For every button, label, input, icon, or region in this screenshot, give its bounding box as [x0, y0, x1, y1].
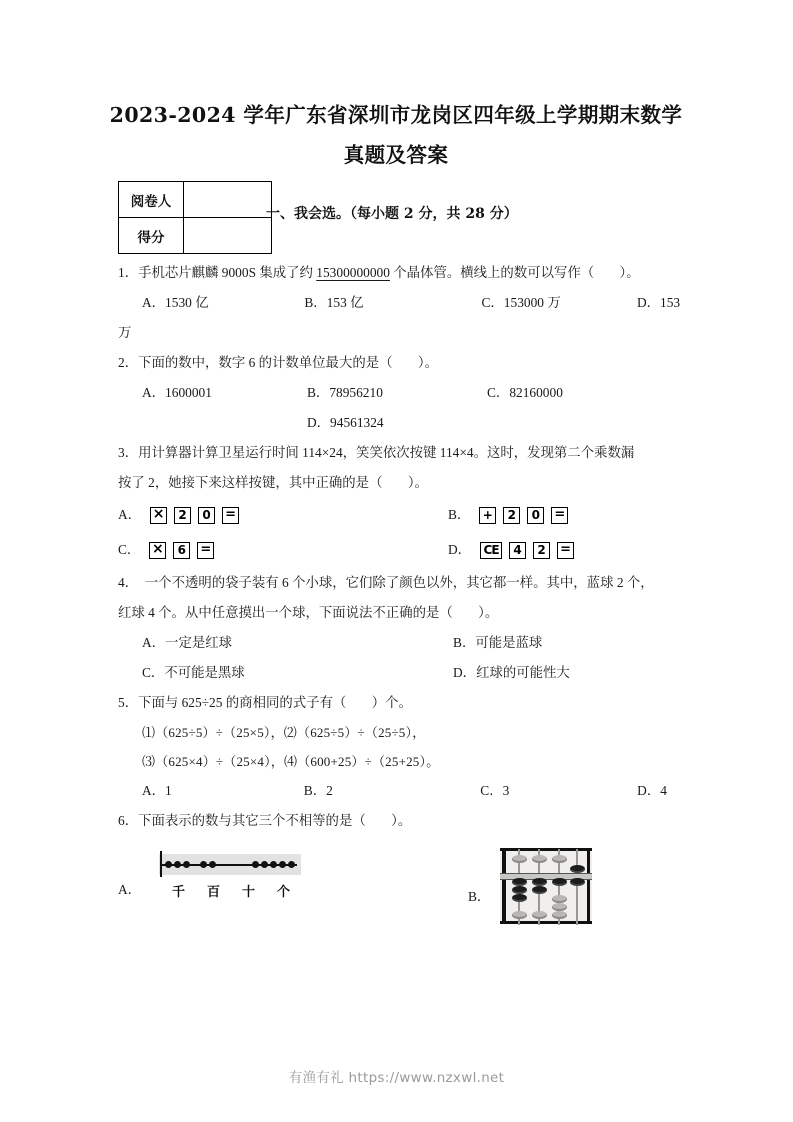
calculator-key-4: 4	[509, 542, 526, 559]
question-4-text-end: ）。	[478, 604, 499, 620]
abacus-frame-right	[587, 848, 590, 924]
question-2-options	[118, 378, 696, 408]
place-label-hundreds: 百	[207, 885, 221, 901]
place-label-ones: 个	[277, 885, 291, 901]
question-5	[118, 688, 696, 806]
question-3-number: 3．	[118, 445, 139, 461]
bead	[261, 861, 268, 868]
question-1-underlined-number: 15300000000	[316, 265, 390, 280]
question-1-text-end: ）。	[619, 265, 640, 280]
question-4-stem-2: 红球 4 个。从中任意摸出一个球，下面说法不正确的是（	[118, 604, 453, 620]
question-5-text	[118, 688, 696, 718]
abacus-bead	[552, 903, 567, 911]
question-1-options	[118, 288, 696, 318]
calculator-key-multiply-icon: ×	[150, 507, 167, 524]
question-6	[118, 806, 696, 924]
bead	[183, 861, 190, 868]
question-6-option-a-label: A．	[118, 882, 142, 898]
abacus-bead	[552, 855, 567, 863]
question-3-option-c[interactable]	[118, 533, 448, 568]
abacus-bead	[532, 855, 547, 863]
calculator-key-2: 2	[503, 507, 520, 524]
question-5-blank[interactable]	[346, 695, 371, 710]
question-4-text-line-1	[118, 568, 696, 598]
calculator-key-equals-icon: =	[557, 542, 574, 559]
question-6-blank[interactable]	[366, 813, 391, 828]
page-title	[96, 96, 696, 176]
section-heading: 一、我会选。（每小题 2 分，共 28 分）	[266, 206, 518, 222]
footer-watermark: 有渔有礼 https://www.nzxwl.net	[288, 1070, 505, 1086]
question-1-option-c[interactable]: C．153000 万	[481, 295, 561, 311]
questions-container	[118, 258, 696, 924]
question-1-text	[118, 258, 696, 288]
question-3-option-b-label: B．	[448, 507, 471, 523]
bead	[288, 861, 295, 868]
calculator-key-multiply-icon: ×	[149, 542, 166, 559]
question-5-expressions-line-1: ⑴（625÷5）÷（25×5），⑵（625÷5）÷（25÷5），	[142, 724, 426, 740]
counting-strip-post	[160, 851, 162, 877]
question-1-text-after: 个晶体管。横线上的数可以写作（	[389, 265, 595, 280]
bead	[279, 861, 286, 868]
place-label-tens: 十	[242, 885, 256, 901]
question-5-options	[118, 776, 696, 806]
question-1-option-d-wrap: 万	[118, 325, 132, 341]
abacus-icon	[500, 848, 592, 924]
question-1-text-before: 手机芯片麒麟 9000S 集成了约	[138, 265, 317, 280]
abacus-bead	[532, 911, 547, 919]
abacus-bead	[512, 878, 527, 886]
question-4-stem-1: 一个不透明的袋子装有 6 个小球，它们除了颜色以外，其它都一样。其中，蓝球 2 个，	[144, 574, 654, 590]
question-3-options-row-2	[118, 533, 696, 568]
question-4-option-b[interactable]: B．可能是蓝球	[453, 634, 543, 650]
calculator-key-2: 2	[533, 542, 550, 559]
question-3-option-d[interactable]	[448, 533, 581, 568]
question-1-option-b[interactable]: B．153 亿	[304, 295, 364, 311]
abacus-bead	[552, 911, 567, 919]
abacus-bead	[552, 895, 567, 903]
abacus-bead	[570, 865, 585, 873]
question-3-option-d-label: D．	[448, 541, 472, 557]
question-4	[118, 568, 696, 688]
abacus-bead	[512, 855, 527, 863]
place-label-thousands: 千	[172, 885, 186, 901]
question-3-options-row-1	[118, 498, 696, 533]
bead	[252, 861, 259, 868]
calculator-key-ce: CE	[480, 542, 502, 559]
question-6-stem: 下面表示的数与其它三个不相等的是（	[138, 813, 366, 829]
question-5-option-c[interactable]: C．3	[480, 783, 510, 799]
counting-strip-icon	[151, 848, 301, 906]
question-2-option-c[interactable]: C．82160000	[487, 385, 563, 401]
question-1	[118, 258, 696, 348]
question-4-text-line-2	[118, 598, 696, 628]
abacus-bead	[552, 878, 567, 886]
question-6-text-end: ）。	[391, 813, 412, 829]
question-5-text-end: ）个。	[371, 694, 412, 710]
bead	[174, 861, 181, 868]
bead	[200, 861, 207, 868]
calculator-key-equals-icon: =	[197, 542, 214, 559]
question-6-figures	[118, 848, 696, 924]
question-4-option-a[interactable]: A．一定是红球	[142, 634, 233, 650]
question-4-options-row-2	[118, 658, 696, 688]
question-4-blank[interactable]	[453, 605, 478, 620]
question-3-option-a[interactable]	[118, 498, 448, 533]
table-row	[119, 182, 272, 218]
question-2-number: 2．	[118, 355, 139, 371]
question-6-option-a[interactable]	[118, 848, 468, 906]
counting-strip-place-labels	[161, 878, 301, 907]
question-3	[118, 438, 696, 568]
calculator-key-6: 6	[173, 542, 190, 559]
abacus-bead	[532, 886, 547, 894]
score-table-label-score: 得分	[119, 218, 184, 254]
question-2-option-a[interactable]: A．1600001	[142, 385, 212, 401]
question-6-text	[118, 806, 696, 836]
bead	[270, 861, 277, 868]
abacus-bead	[512, 886, 527, 894]
score-table	[118, 181, 272, 254]
score-table-value-grader[interactable]	[184, 182, 272, 218]
calculator-key-plus-icon: +	[479, 507, 496, 524]
question-1-option-d[interactable]: D．153	[636, 295, 681, 311]
question-2-option-b[interactable]: B．78956210	[307, 385, 383, 401]
section-header-row	[118, 181, 718, 251]
title-line-2: 真题及答案	[343, 142, 449, 167]
question-3-text-line-2	[118, 468, 696, 498]
bead	[209, 861, 216, 868]
question-3-stem-2: 按了 2，她接下来这样按键，其中正确的是（	[118, 475, 383, 491]
question-5-option-b[interactable]: B．2	[303, 783, 333, 799]
question-2	[118, 348, 696, 438]
abacus-bead	[512, 894, 527, 902]
question-5-option-d[interactable]: D．4	[637, 783, 667, 799]
question-3-text-line-1	[118, 438, 696, 468]
question-5-number: 5．	[118, 694, 139, 710]
bead	[165, 861, 172, 868]
abacus-bead	[532, 878, 547, 886]
calculator-key-0: 0	[198, 507, 215, 524]
question-2-option-d[interactable]: D．94561324	[307, 415, 384, 431]
abacus-bead	[570, 878, 585, 886]
question-2-text	[118, 348, 696, 378]
question-3-option-a-label: A．	[118, 507, 142, 523]
question-6-option-b-label: B．	[468, 889, 491, 905]
score-table-label-grader: 阅卷人	[119, 182, 184, 218]
abacus-bead	[512, 911, 527, 919]
question-1-blank[interactable]	[594, 265, 619, 280]
question-3-blank[interactable]	[382, 475, 407, 490]
question-6-number: 6．	[118, 813, 139, 829]
table-row	[119, 218, 272, 254]
question-3-stem-1: 用计算器计算卫星运行时间 114×24，笑笑依次按键 114×4。这时，发现第二个乘数漏	[138, 445, 635, 461]
question-4-options-row-1	[118, 628, 696, 658]
question-1-option-a[interactable]: A．1530 亿	[142, 295, 209, 311]
title-line-1: 2023-2024 学年广东省深圳市龙岗区四年级上学期期末数学	[109, 103, 683, 127]
question-5-expressions-line-2: ⑶（625×4）÷（25×4），⑷（600+25）÷（25+25）。	[142, 754, 440, 769]
question-3-text-end: ）。	[407, 475, 428, 491]
calculator-key-2: 2	[174, 507, 191, 524]
question-2-text-end: ）。	[417, 355, 438, 371]
question-4-number: 4．	[118, 574, 139, 590]
question-6-option-b[interactable]	[468, 848, 592, 924]
question-5-option-a[interactable]: A．1	[142, 783, 172, 799]
question-4-option-d[interactable]: D．红球的可能性大	[453, 664, 570, 680]
abacus-rod	[576, 849, 578, 925]
question-2-blank[interactable]	[393, 355, 418, 370]
question-3-option-c-label: C．	[118, 541, 141, 557]
question-1-number: 1．	[118, 265, 139, 280]
score-table-value-score[interactable]	[184, 218, 272, 254]
calculator-key-0: 0	[527, 507, 544, 524]
question-5-stem: 下面与 625÷25 的商相同的式子有（	[138, 694, 347, 710]
question-3-option-b[interactable]	[448, 498, 575, 533]
question-4-option-c[interactable]: C．不可能是黑球	[142, 664, 245, 680]
calculator-key-equals-icon: =	[222, 507, 239, 524]
question-2-stem: 下面的数中，数字 6 的计数单位最大的是（	[138, 355, 393, 371]
calculator-key-equals-icon: =	[551, 507, 568, 524]
abacus-frame-left	[502, 848, 505, 924]
